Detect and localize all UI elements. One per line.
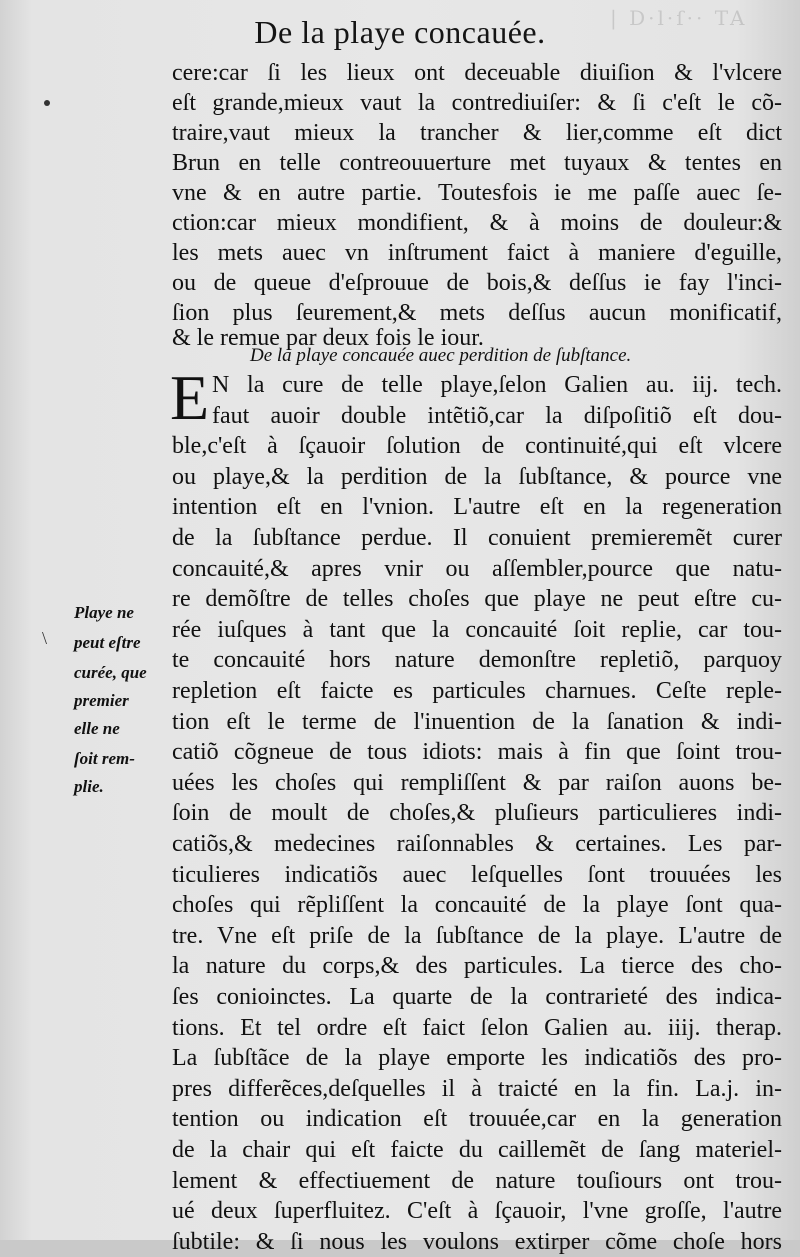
text-line: tention ou indication eſt trouuée,car en la generation bbox=[172, 1106, 782, 1132]
text-line: tions. Et tel ordre eſt faict ſelon Galien au. iiij. therap. bbox=[172, 1015, 782, 1041]
text-line: concauité,& apres vnir ou aſſembler,pource que natu- bbox=[172, 556, 782, 582]
drop-cap: E bbox=[170, 362, 210, 433]
text-line: choſes qui rẽpliſſent la concauité de la playe ſont qua- bbox=[172, 892, 782, 918]
text-line: & le remue par deux fois le iour. bbox=[172, 325, 484, 351]
text-line: les mets auec vn inſtrument faict à maniere d'eguille, bbox=[172, 240, 782, 266]
text-line: catiõ cõgneue de tous idiots: mais à fin que ſoint trou- bbox=[172, 739, 782, 765]
running-head: De la playe concauée. bbox=[254, 14, 546, 50]
section-subheading: De la playe concauée auec perdition de ſubſtance. bbox=[250, 345, 632, 366]
text-line: de la ſubſtance perdue. Il conuient premieremẽt curer bbox=[172, 525, 782, 551]
text-line: pres differẽces,deſquelles il à traicté en la fin. La.j. in- bbox=[172, 1076, 782, 1102]
margin-note-line: ſoit rem- bbox=[74, 749, 135, 768]
margin-dot bbox=[44, 100, 50, 106]
margin-bracket-mark: \ bbox=[42, 628, 48, 648]
text-line: te concauité hors nature demonſtre repletiõ, parquoy bbox=[172, 647, 782, 673]
text-line: faut auoir double intẽtiõ,car la diſpoſitiõ eſt dou- bbox=[212, 403, 782, 429]
text-line: ué deux ſuperfluitez. C'eſt à ſçauoir, l'vne groſſe, l'autre bbox=[172, 1198, 782, 1224]
text-line: ſion plus ſeurement,& mets deſſus aucun monificatif, bbox=[172, 300, 782, 326]
text-line: lement & effectiuement de nature touſiours ont trou- bbox=[172, 1168, 782, 1194]
text-line: tion eſt le terme de l'inuention de la ſanation & indi- bbox=[172, 709, 782, 735]
margin-note-line: plie. bbox=[74, 777, 104, 796]
margin-note-line: peut eſtre bbox=[74, 633, 141, 652]
text-line: catiõs,& medecines raiſonnables & certaines. Les par- bbox=[172, 831, 782, 857]
text-line: vne & en autre partie. Toutesfois ie me paſſe auec ſe- bbox=[172, 180, 782, 206]
text-line: ction:car mieux mondifient, & à moins de douleur:& bbox=[172, 210, 782, 236]
text-line: ble,c'eſt à ſçauoir ſolution de continuité,qui eſt vlcere bbox=[172, 433, 782, 459]
text-line: tre. Vne eſt priſe de la ſubſtance de la playe. L'autre de bbox=[172, 923, 782, 949]
text-line: la nature du corps,& des particules. La tierce des cho- bbox=[172, 953, 782, 979]
text-line: La ſubſtãce de la playe emporte les indicatiõs des pro- bbox=[172, 1045, 782, 1071]
text-line: repletion eſt faicte es particules charnues. Ceſte reple- bbox=[172, 678, 782, 704]
text-line: ſoin de moult de choſes,& pluſieurs particulieres indi- bbox=[172, 800, 782, 826]
margin-note-line: curée, que bbox=[74, 663, 147, 682]
text-line: N la cure de telle playe,ſelon Galien au. iij. tech. bbox=[212, 372, 782, 398]
text-line: ou de queue d'eſprouue de bois,& deſſus ie fay l'inci- bbox=[172, 270, 782, 296]
text-line: ticulieres indicatiõs auec leſquelles ſont trouuées les bbox=[172, 862, 782, 888]
text-line: cere:car ſi les lieux ont deceuable diuiſion & l'vlcere bbox=[172, 60, 782, 86]
text-line: rée iuſques à tant que la concauité ſoit replie, car tou- bbox=[172, 617, 782, 643]
text-line: de la chair qui eſt faicte du caillemẽt de ſang materiel- bbox=[172, 1137, 782, 1163]
text-line: intention eſt en l'vnion. L'autre eſt en la regeneration bbox=[172, 494, 782, 520]
bleed-through-text: | D·l·ſ·· TA bbox=[610, 6, 748, 30]
text-line: uées les choſes qui rempliſſent & par raiſon auons be- bbox=[172, 770, 782, 796]
text-line: re demõſtre de telles choſes que playe ne peut eſtre cu- bbox=[172, 586, 782, 612]
text-line: traire,vaut mieux la trancher & lier,comme eſt dict bbox=[172, 120, 782, 146]
margin-note-line: Playe ne bbox=[74, 603, 134, 622]
text-line: ou playe,& la perdition de la ſubſtance, & pource vne bbox=[172, 464, 782, 490]
text-line: ſubtile: & ſi nous les voulons extirper cõme choſe hors bbox=[172, 1229, 782, 1255]
text-line: eſt grande,mieux vaut la contrediuiſer: & ſi c'eſt le cõ- bbox=[172, 90, 782, 116]
text-line: Brun en telle contreouuerture met tuyaux & tentes en bbox=[172, 150, 782, 176]
margin-note-line: premier bbox=[74, 691, 129, 710]
margin-note-line: elle ne bbox=[74, 719, 120, 738]
text-line: ſes conioinctes. La quarte de la contrarieté des indica- bbox=[172, 984, 782, 1010]
